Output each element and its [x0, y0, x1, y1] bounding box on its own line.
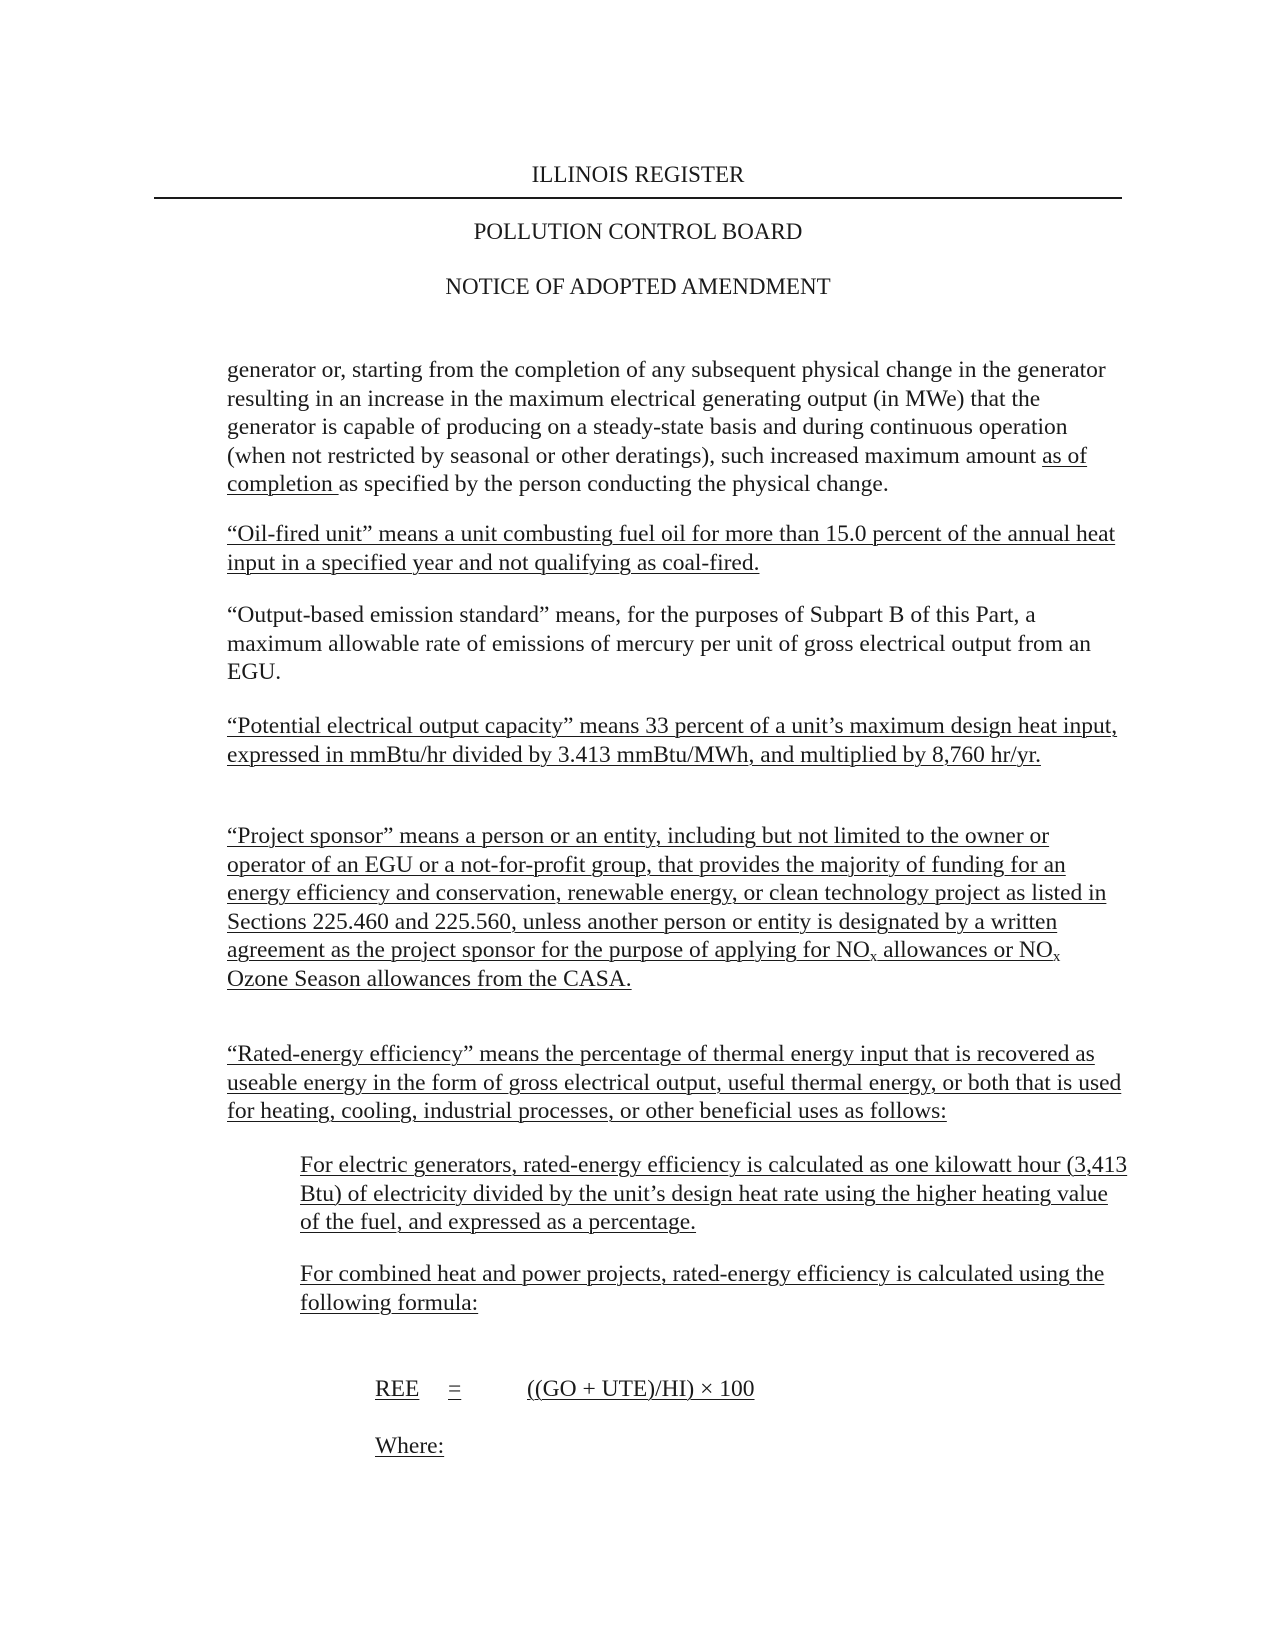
combined-heat-power-clause: For combined heat and power projects, rated-energy efficiency is calculated using the following formula:: [300, 1261, 1105, 1316]
header-rule: [154, 197, 1122, 199]
formula-lhs: REE: [375, 1376, 420, 1402]
formula-equals: =: [448, 1376, 462, 1402]
register-title: ILLINOIS REGISTER: [531, 162, 745, 187]
definition-rated-energy-efficiency: “Rated-energy efficiency” means the percentage of thermal energy input that is recovered as useable energy in the form of gross electrical output, useful thermal energy, or both that is used for heating, cooling, industrial processes, or other beneficial uses as follows:: [227, 1041, 1122, 1124]
electric-generators-clause: For electric generators, rated-energy efficiency is calculated as one kilowatt hour (3,413 Btu) of electricity divided by the unit’s design heat rate using the higher heating value of the fuel, and expressed as a percentage.: [300, 1152, 1128, 1235]
paragraph-text: Ozone Season allowances from the CASA.: [227, 965, 632, 992]
paragraph-text: generator or, starting from the completion of any subsequent physical change in the generator resulting in an increase in the maximum electrical generating output (in MWe) that the generator is capable of producing on a steady-state basis and during continuous operation (when not restricted by seasonal or other deratings), such increased maximum amount: [227, 357, 1106, 469]
definition-output-based-emission-standard: “Output-based emission standard” means, for the purposes of Subpart B of this Part, a maximum allowable rate of emissions of mercury per unit of gross electrical output from an EGU.: [227, 602, 1092, 685]
paragraph-text: allowances or NO: [877, 937, 1053, 963]
formula-rhs: ((GO + UTE)/HI) × 100: [527, 1376, 755, 1402]
board-title: POLLUTION CONTROL BOARD: [473, 219, 803, 244]
notice-title: NOTICE OF ADOPTED AMENDMENT: [445, 274, 831, 299]
paragraph-text: as specified by the person conducting the physical change.: [338, 471, 889, 497]
definition-oil-fired-unit: “Oil-fired unit” means a unit combusting fuel oil for more than 15.0 percent of the annual heat input in a specified year and not qualifying as coal-fired.: [227, 521, 1116, 576]
paragraph-text: “Project sponsor” means a person or an entity, including but not limited to the owner or operator of an EGU or a not-for-profit group, that provides the majority of funding for an energy efficiency and conservation, renewable energy, or clean technology project as listed in Sections 225.460 and 225.560, unless another person or entity is designated by a written agreement as the project sponsor for the purpose of applying for NO: [227, 823, 1107, 963]
inserted-text: as of completion: [227, 442, 1088, 497]
paragraph-generator-capacity: [227, 356, 1127, 499]
where-label: Where:: [375, 1433, 445, 1459]
subscript-x: x: [1052, 949, 1061, 965]
definition-project-sponsor: [227, 822, 1127, 993]
definition-potential-electrical-output-capacity: “Potential electrical output capacity” means 33 percent of a unit’s maximum design heat input, expressed in mmBtu/hr divided by 3.413 mmBtu/MWh, and multiplied by 8,760 hr/yr.: [227, 713, 1118, 768]
subscript-x: x: [869, 949, 878, 965]
